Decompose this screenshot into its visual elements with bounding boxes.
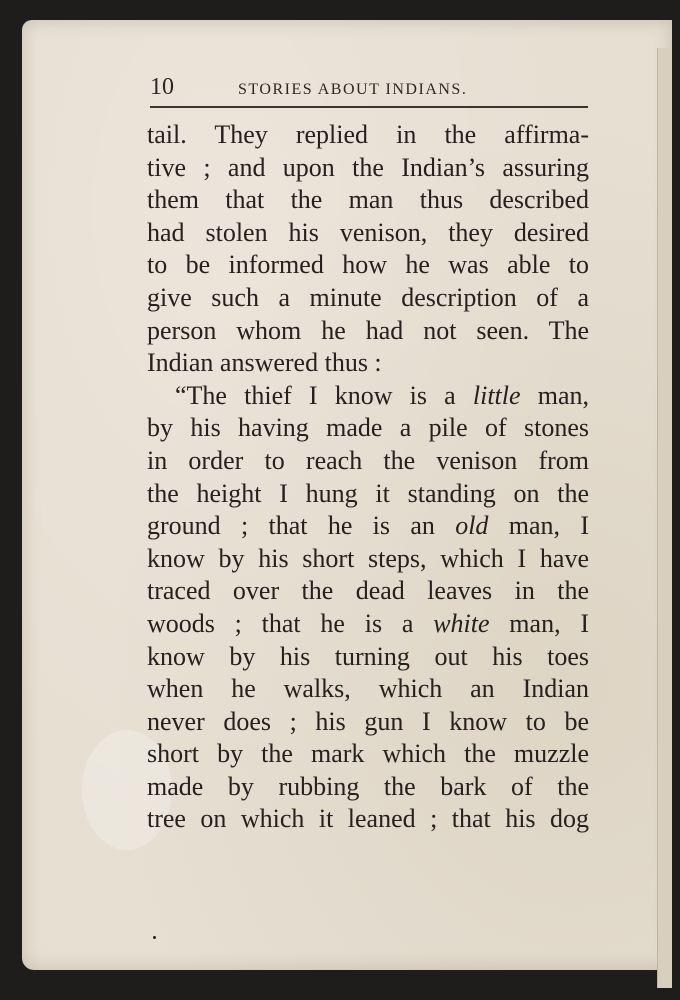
- text-line: to be informed how he was able to: [147, 250, 589, 280]
- text-line: tail. They replied in the affirma-: [147, 120, 589, 149]
- text-line: tree on which it leaned ; that his dog: [147, 804, 589, 834]
- text-line: made by rubbing the bark of the: [147, 771, 589, 801]
- text-line: person whom he had not seen. The: [147, 315, 589, 345]
- page-number: 10: [150, 74, 174, 100]
- text-line-start: ground ; that he is an: [147, 511, 456, 541]
- text-line-start: “The thief I know is a: [175, 380, 473, 410]
- printer-mark: [153, 936, 156, 939]
- text-line: the height I hung it standing on the: [147, 478, 589, 508]
- text-line: in order to reach the venison from: [147, 445, 589, 475]
- text-line: tive ; and upon the Indian’s assuring: [147, 152, 589, 182]
- text-line-end: man, I: [488, 511, 589, 541]
- body-text: [147, 119, 589, 836]
- text-line: give such a minute description of a: [147, 282, 589, 312]
- text-line: by his having made a pile of stones: [147, 413, 589, 443]
- facing-page-edge: [657, 48, 672, 988]
- italic-word: little: [472, 380, 521, 410]
- text-line: [147, 510, 589, 543]
- text-line-end: man, I: [489, 608, 590, 638]
- italic-word: old: [455, 511, 489, 541]
- text-line-start: woods ; that he is a: [147, 608, 434, 638]
- text-line: know by his turning out his toes: [147, 641, 589, 671]
- running-head: [150, 72, 588, 108]
- text-line: know by his short steps, which I have: [147, 543, 589, 573]
- text-line: short by the mark which the muzzle: [147, 739, 589, 769]
- text-line: had stolen his venison, they desired: [147, 217, 589, 247]
- text-line: traced over the dead leaves in the: [147, 576, 589, 606]
- running-title: STORIES ABOUT INDIANS.: [238, 81, 468, 98]
- text-line: [147, 608, 589, 641]
- text-line: never does ; his gun I know to be: [147, 706, 589, 736]
- text-line: [147, 380, 589, 413]
- italic-word: white: [433, 608, 490, 638]
- text-line: when he walks, which an Indian: [147, 674, 589, 704]
- text-line: them that the man thus described: [147, 185, 589, 215]
- text-line: Indian answered thus :: [147, 348, 382, 378]
- text-line-end: man,: [520, 380, 589, 410]
